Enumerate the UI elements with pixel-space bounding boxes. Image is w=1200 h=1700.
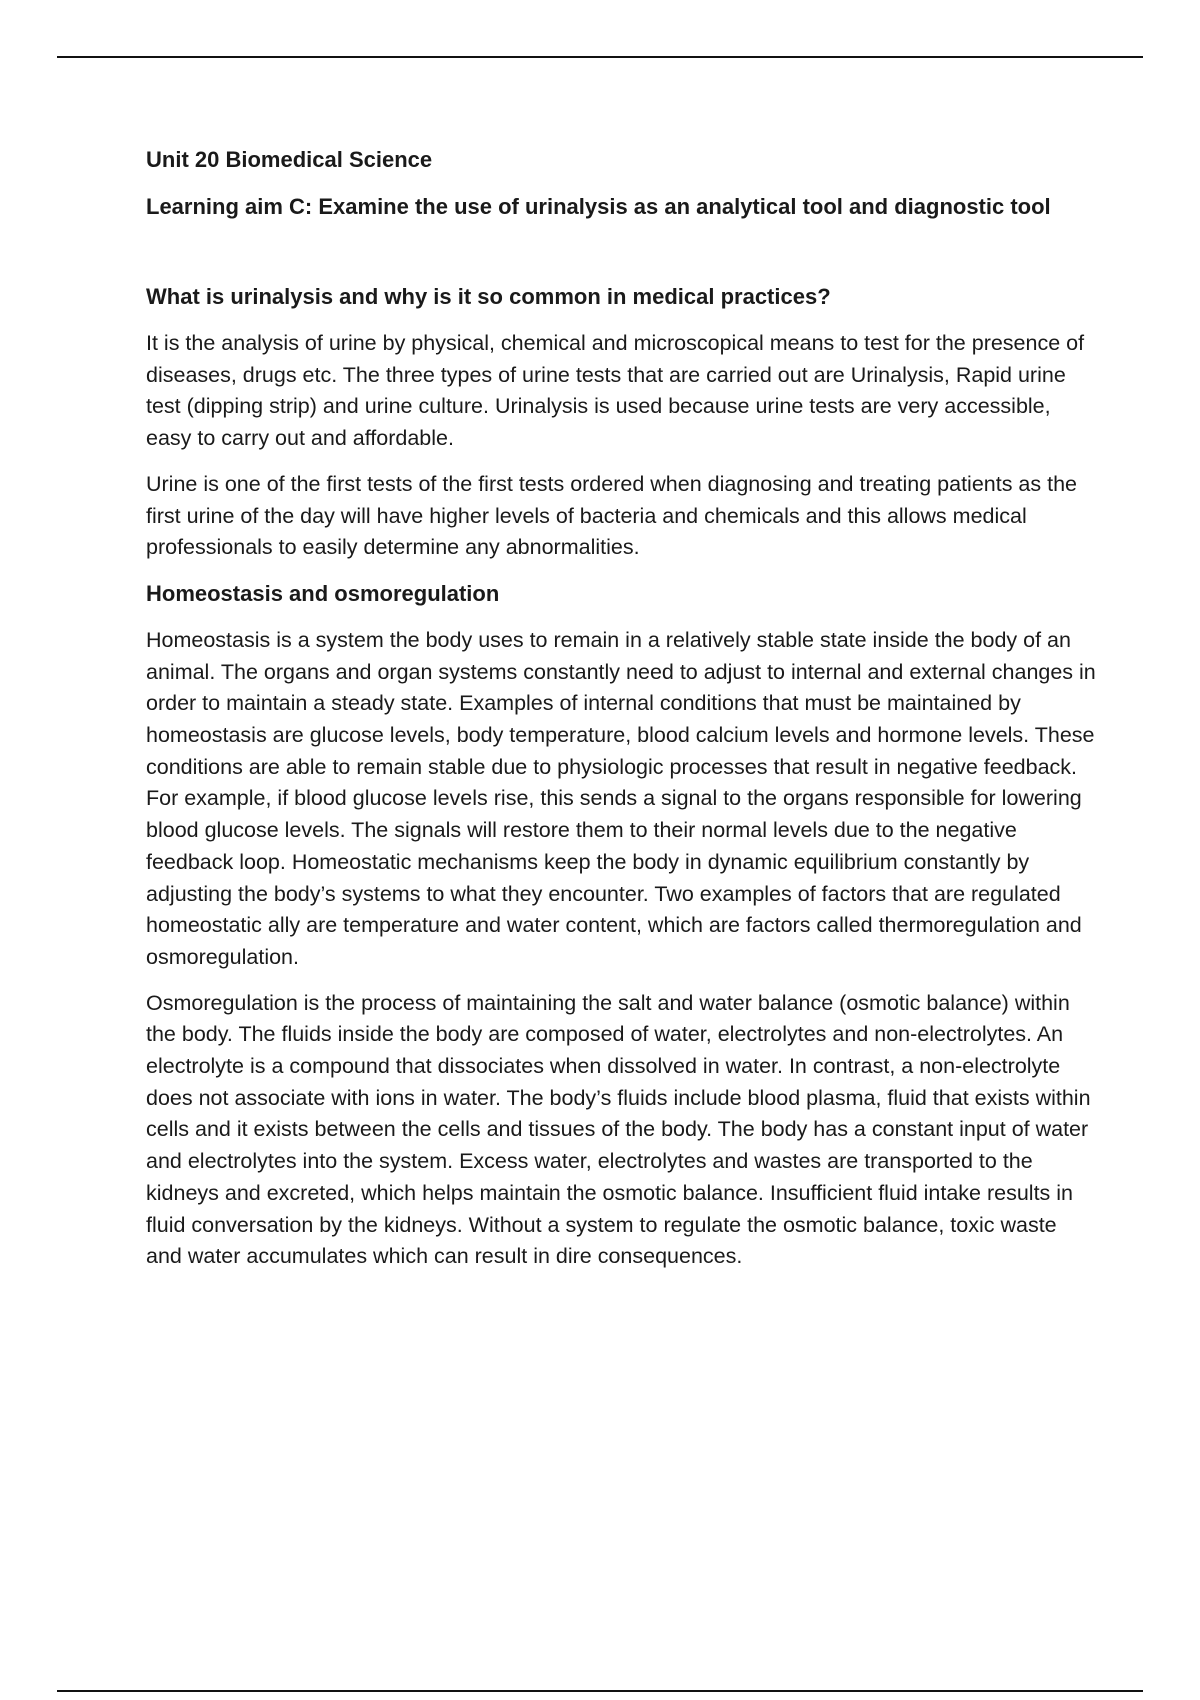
unit-title: Unit 20 Biomedical Science [146, 147, 433, 172]
section-heading-homeostasis: Homeostasis and osmoregulation [146, 580, 500, 606]
footer-rule [57, 1690, 1143, 1692]
paragraph-osmoregulation: Osmoregulation is the process of maintaining the salt and water balance (osmotic balance) within the body. The fluids inside the body are composed of water, electrolytes and non-electrolytes. An electrolyte is a compound that dissociates when dissolved in water. In contrast, a non-electrolyte does not associate with ions in water. The body’s fluids include blood plasma, fluid that exists within cells and it exists between the cells and tissues of the body. The body has a constant input of water and electrolytes into the system. Excess water, electrolytes and wastes are transported to the kidneys and excreted, which helps maintain the osmotic balance. Insufficient fluid intake results in fluid conversation by the kidneys. Without a system to regulate the osmotic balance, toxic waste and water accumulates which can result in dire consequences. [146, 990, 1091, 1269]
paragraph-homeostasis: Homeostasis is a system the body uses to remain in a relatively stable state inside the body of an animal. The organs and organ systems constantly need to adjust to internal and external changes in order to maintain a steady state. Examples of internal conditions that must be maintained by homeostasis are glucose levels, body temperature, blood calcium levels and hormone levels. These conditions are able to remain stable due to physiologic processes that result in negative feedback. For example, if blood glucose levels rise, this sends a signal to the organs responsible for lowering blood glucose levels. The signals will restore them to their normal levels due to the negative feedback loop. Homeostatic mechanisms keep the body in dynamic equilibrium constantly by adjusting the body’s systems to what they encounter. Two examples of factors that are regulated homeostatic ally are temperature and water content, which are factors called thermoregulation and osmoregulation. [146, 627, 1096, 969]
paragraph-urinalysis-definition: It is the analysis of urine by physical, chemical and microscopical means to test for the presence of diseases, drugs etc. The three types of urine tests that are carried out are Urinalysis, Rapid urine test (dipping strip) and urine culture. Urinalysis is used because urine tests are very accessible, easy to carry out and affordable. [146, 331, 1085, 451]
header-rule [57, 56, 1143, 58]
paragraph-urinalysis-first-tests: Urine is one of the first tests of the first tests ordered when diagnosing and treating patients as the first urine of the day will have higher levels of bacteria and chemicals and this allows medical professionals to easily determine any abnormalities. [146, 471, 1077, 560]
section-heading-urinalysis: What is urinalysis and why is it so common in medical practices? [146, 284, 831, 309]
document-body [146, 144, 1096, 1287]
learning-aim-title: Learning aim C: Examine the use of urinalysis as an analytical tool and diagnostic tool [146, 194, 1051, 219]
